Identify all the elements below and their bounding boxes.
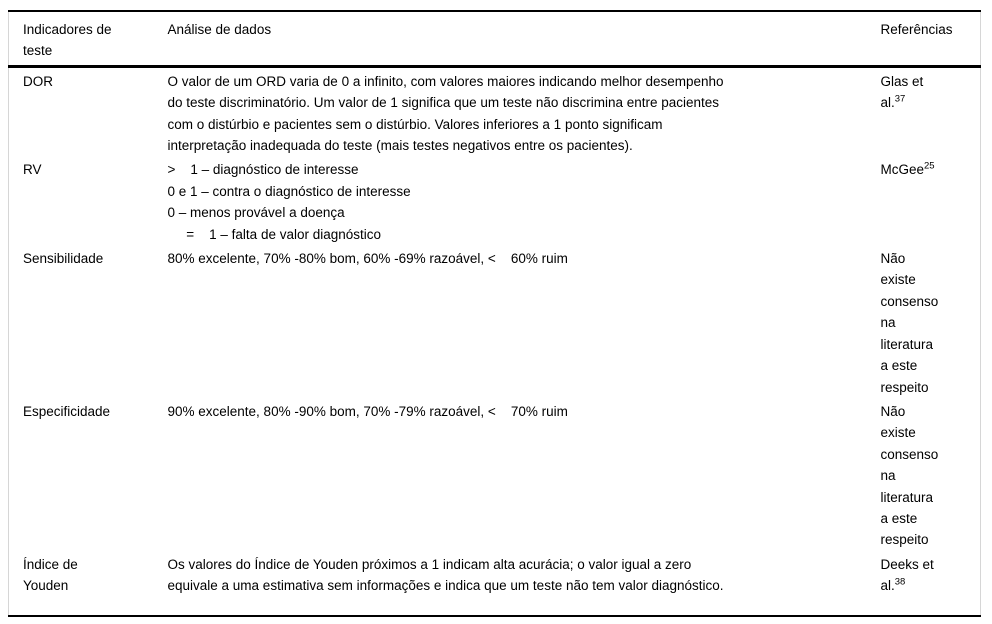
- indicator-cell: RV: [23, 162, 42, 178]
- table-row-dor: [9, 66, 981, 156]
- table-row-especificidade: [9, 398, 981, 551]
- table-row-sensibilidade: [9, 245, 981, 398]
- indicator-cell: Índice de Youden: [23, 556, 78, 594]
- test-indicators-table: [8, 10, 981, 617]
- reference-text: Não existe consenso na literatura a este respeito: [880, 251, 939, 395]
- header-row: [9, 11, 981, 66]
- column-header-analise-de-dados: Análise de dados: [168, 11, 881, 66]
- reference-cell: [881, 551, 981, 616]
- reference-citation-number: 37: [894, 93, 906, 105]
- reference-text: Deeks et al.: [880, 556, 934, 594]
- indicator-cell: Sensibilidade: [23, 251, 104, 267]
- reference-cell: [881, 156, 981, 245]
- reference-text: McGee: [880, 162, 925, 178]
- column-header-referencias: Referências: [881, 11, 981, 66]
- column-header-indicadores-de-teste: Indicadores de teste: [9, 11, 168, 66]
- table-row-indice-de-youden: [9, 551, 981, 616]
- reference-cell: [881, 245, 981, 398]
- reference-citation-number: 25: [924, 160, 935, 172]
- table-row-rv: [9, 156, 981, 245]
- analysis-cell: > 1 – diagnóstico de interesse 0 e 1 – contra o diagnóstico de interesse 0 – menos provável a doença = 1 – falta de valor diagnóstico: [167, 162, 411, 242]
- reference-citation-number: 38: [894, 576, 906, 588]
- analysis-cell: 80% excelente, 70% -80% bom, 60% -69% razoável, < 60% ruim: [167, 251, 568, 267]
- analysis-cell: O valor de um ORD varia de 0 a infinito, com valores maiores indicando melhor desempenho do teste discriminatório. Um valor de 1 significa que um teste não discrimina entre pacientes com o distúrbio e pacientes sem o distúrbio. Valores inferiores a 1 ponto significam interpretação inadequada do teste (mais testes negativos entre os pacientes).: [167, 73, 724, 154]
- analysis-cell: Os valores do Índice de Youden próximos a 1 indicam alta acurácia; o valor igual a zero equivale a uma estimativa sem informações e indica que um teste não tem valor diagnóstico.: [167, 556, 724, 594]
- indicator-cell: DOR: [23, 73, 53, 89]
- reference-text: Não existe consenso na literatura a este respeito: [880, 403, 939, 548]
- analysis-cell: 90% excelente, 80% -90% bom, 70% -79% razoável, < 70% ruim: [167, 403, 568, 419]
- indicator-cell: Especificidade: [23, 403, 111, 419]
- reference-text: Glas et al.: [880, 73, 924, 111]
- reference-cell: [881, 398, 981, 551]
- reference-cell: [881, 66, 981, 156]
